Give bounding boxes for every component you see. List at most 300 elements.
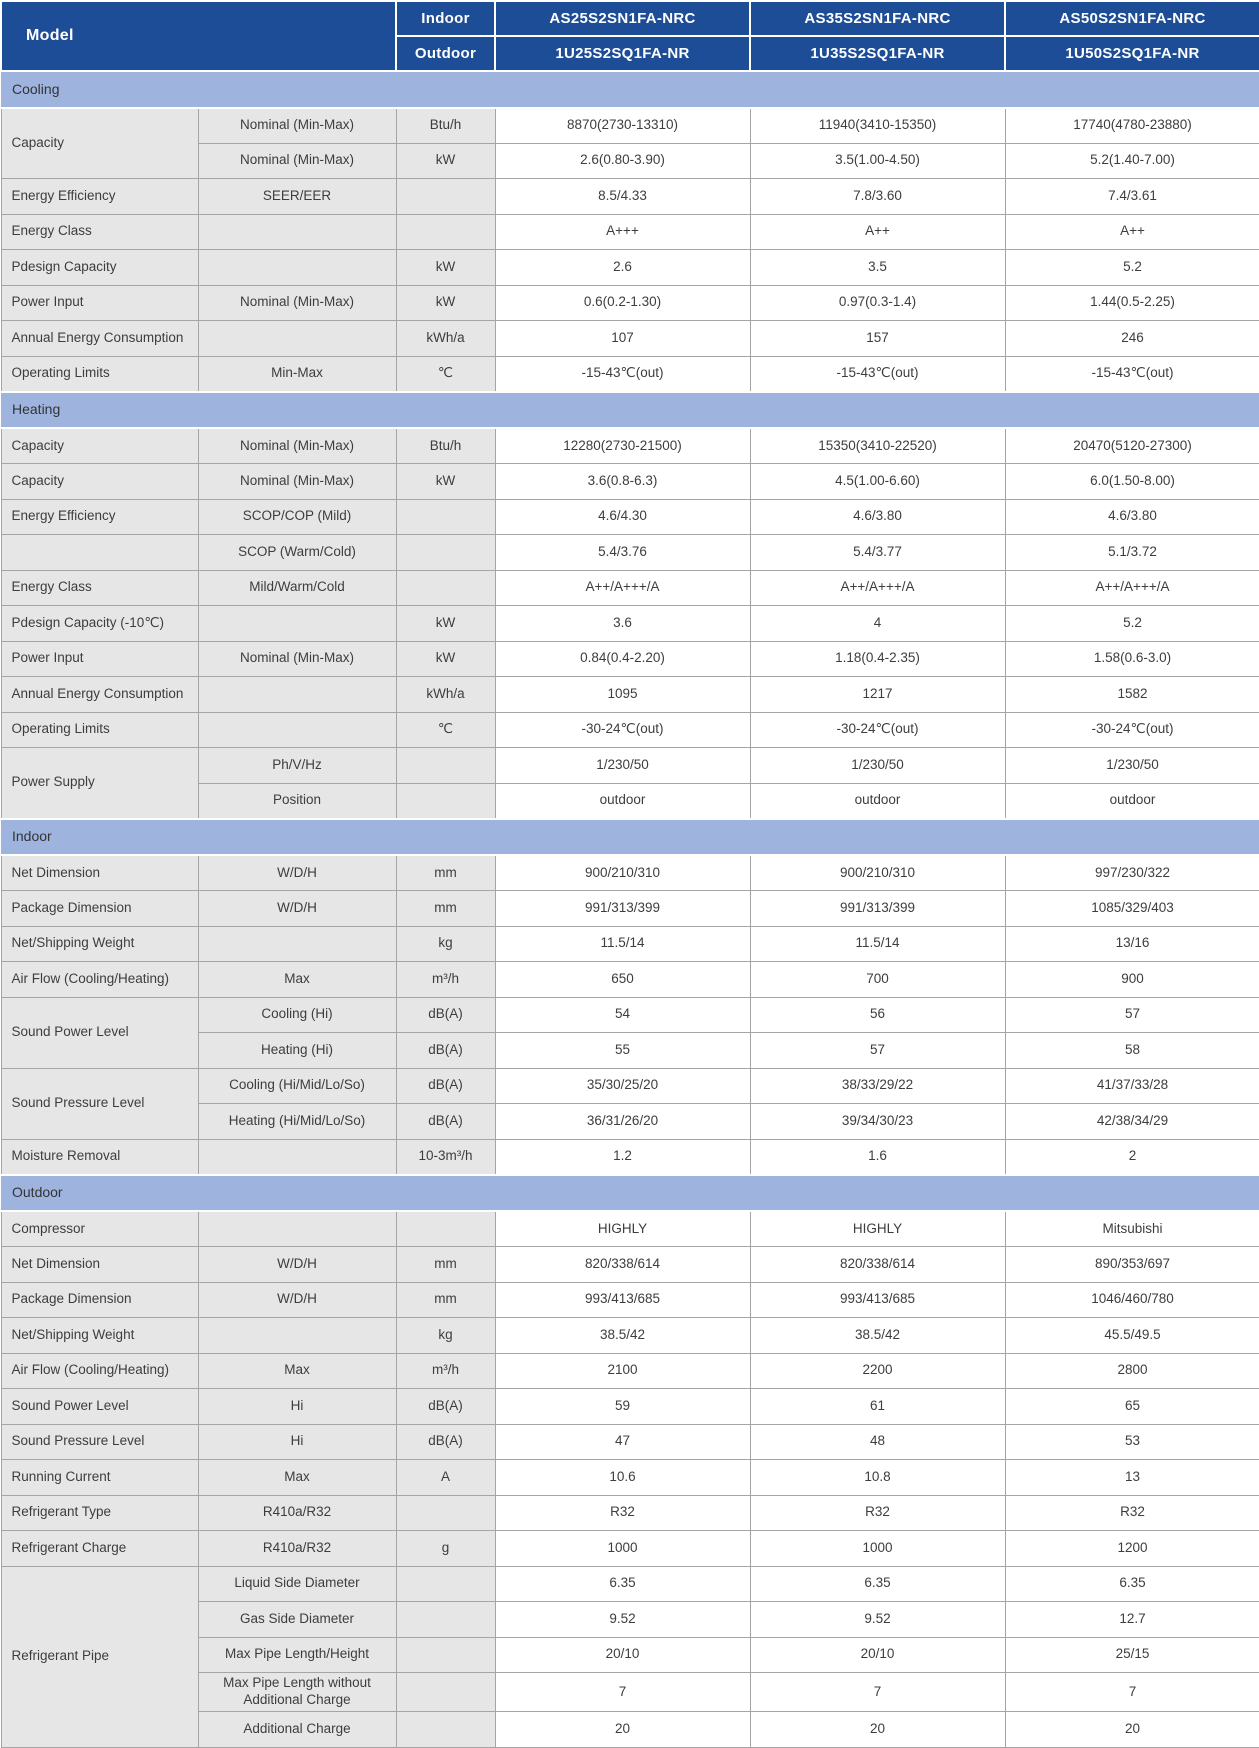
row-unit	[396, 1495, 495, 1531]
row-sublabel: Nominal (Min-Max)	[198, 464, 396, 500]
row-label: Energy Efficiency	[1, 499, 198, 535]
cell-value: 6.0(1.50-8.00)	[1005, 464, 1259, 500]
cell-value: 4.6/4.30	[495, 499, 750, 535]
row-label: Capacity	[1, 428, 198, 464]
model-2-outdoor-name: 1U35S2SQ1FA-NR	[750, 36, 1005, 71]
cell-value: Mitsubishi	[1005, 1211, 1259, 1247]
row-label: Sound Power Level	[1, 997, 198, 1068]
cell-value: 1/230/50	[495, 748, 750, 784]
cell-value: 38/33/29/22	[750, 1068, 1005, 1104]
cell-value: 15350(3410-22520)	[750, 428, 1005, 464]
cell-value: 0.84(0.4-2.20)	[495, 641, 750, 677]
table-row	[1, 464, 1259, 500]
row-unit	[396, 1211, 495, 1247]
row-unit: ℃	[396, 356, 495, 392]
cell-value: 1/230/50	[750, 748, 1005, 784]
cell-value: 7.8/3.60	[750, 179, 1005, 215]
cell-value: HIGHLY	[750, 1211, 1005, 1247]
row-unit	[396, 1602, 495, 1638]
row-unit	[396, 1712, 495, 1748]
table-row	[1, 214, 1259, 250]
row-sublabel: Nominal (Min-Max)	[198, 143, 396, 179]
cell-value: 12280(2730-21500)	[495, 428, 750, 464]
row-label: Annual Energy Consumption	[1, 321, 198, 357]
row-unit: dB(A)	[396, 1424, 495, 1460]
row-unit: ℃	[396, 712, 495, 748]
row-sublabel: Max Pipe Length/Height	[198, 1637, 396, 1673]
row-label: Power Input	[1, 285, 198, 321]
cell-value: 39/34/30/23	[750, 1104, 1005, 1140]
row-unit: 10-3m³/h	[396, 1139, 495, 1175]
cell-value: outdoor	[1005, 783, 1259, 819]
cell-value: 59	[495, 1389, 750, 1425]
cell-value: 1.44(0.5-2.25)	[1005, 285, 1259, 321]
cell-value: 7	[495, 1673, 750, 1712]
cell-value: 3.6(0.8-6.3)	[495, 464, 750, 500]
cell-value: 53	[1005, 1424, 1259, 1460]
cell-value: 11.5/14	[495, 926, 750, 962]
section-row	[1, 1175, 1259, 1212]
cell-value: 5.4/3.77	[750, 535, 1005, 571]
cell-value: 5.2	[1005, 250, 1259, 286]
row-label: Pdesign Capacity (-10℃)	[1, 606, 198, 642]
cell-value: 900/210/310	[495, 855, 750, 891]
cell-value: 900/210/310	[750, 855, 1005, 891]
row-sublabel: Hi	[198, 1389, 396, 1425]
row-label: Refrigerant Charge	[1, 1531, 198, 1567]
row-sublabel: R410a/R32	[198, 1531, 396, 1567]
row-sublabel: Ph/V/Hz	[198, 748, 396, 784]
cell-value: 6.35	[495, 1566, 750, 1602]
cell-value: 20	[750, 1712, 1005, 1748]
row-unit: mm	[396, 1282, 495, 1318]
row-unit	[396, 1566, 495, 1602]
row-sublabel	[198, 712, 396, 748]
row-unit: Btu/h	[396, 108, 495, 144]
cell-value: 56	[750, 997, 1005, 1033]
cell-value: 1.18(0.4-2.35)	[750, 641, 1005, 677]
cell-value: outdoor	[495, 783, 750, 819]
row-unit: kWh/a	[396, 321, 495, 357]
cell-value: A++	[750, 214, 1005, 250]
table-row	[1, 855, 1259, 891]
row-unit: dB(A)	[396, 1068, 495, 1104]
row-sublabel: Max	[198, 1460, 396, 1496]
cell-value: 10.6	[495, 1460, 750, 1496]
row-unit: kW	[396, 464, 495, 500]
row-label: Package Dimension	[1, 891, 198, 927]
row-sublabel: Heating (Hi)	[198, 1033, 396, 1069]
row-sublabel	[198, 321, 396, 357]
cell-value: 35/30/25/20	[495, 1068, 750, 1104]
row-unit: mm	[396, 1247, 495, 1283]
row-label: Net Dimension	[1, 1247, 198, 1283]
row-label: Operating Limits	[1, 356, 198, 392]
table-row	[1, 535, 1259, 571]
row-sublabel	[198, 1139, 396, 1175]
cell-value: -30-24℃(out)	[750, 712, 1005, 748]
spec-table-body	[1, 71, 1259, 1748]
table-row	[1, 1460, 1259, 1496]
cell-value: 7	[750, 1673, 1005, 1712]
row-label: Pdesign Capacity	[1, 250, 198, 286]
cell-value: 993/413/685	[495, 1282, 750, 1318]
table-row	[1, 570, 1259, 606]
table-row	[1, 1353, 1259, 1389]
row-unit	[396, 570, 495, 606]
cell-value: 4.6/3.80	[750, 499, 1005, 535]
cell-value: 10.8	[750, 1460, 1005, 1496]
cell-value: 1200	[1005, 1531, 1259, 1567]
cell-value: 61	[750, 1389, 1005, 1425]
row-unit	[396, 499, 495, 535]
row-unit: kg	[396, 1318, 495, 1354]
cell-value: 1095	[495, 677, 750, 713]
row-sublabel: SCOP/COP (Mild)	[198, 499, 396, 535]
row-label: Air Flow (Cooling/Heating)	[1, 1353, 198, 1389]
cell-value: 0.97(0.3-1.4)	[750, 285, 1005, 321]
cell-value: 12.7	[1005, 1602, 1259, 1638]
cell-value: 13	[1005, 1460, 1259, 1496]
header-row-indoor	[1, 1, 1259, 36]
row-unit: kWh/a	[396, 677, 495, 713]
model-1-indoor-name: AS25S2SN1FA-NRC	[495, 1, 750, 36]
row-sublabel: Liquid Side Diameter	[198, 1566, 396, 1602]
section-title: Indoor	[1, 819, 1259, 856]
table-row	[1, 179, 1259, 215]
row-unit	[396, 783, 495, 819]
cell-value: 5.2(1.40-7.00)	[1005, 143, 1259, 179]
cell-value: 1.58(0.6-3.0)	[1005, 641, 1259, 677]
row-label: Net/Shipping Weight	[1, 1318, 198, 1354]
row-unit	[396, 535, 495, 571]
row-label: Energy Class	[1, 570, 198, 606]
row-label: Sound Power Level	[1, 1389, 198, 1425]
cell-value: 25/15	[1005, 1637, 1259, 1673]
row-label: Sound Pressure Level	[1, 1424, 198, 1460]
cell-value: 993/413/685	[750, 1282, 1005, 1318]
cell-value: 6.35	[750, 1566, 1005, 1602]
outdoor-row-label: Outdoor	[396, 36, 495, 71]
row-label: Running Current	[1, 1460, 198, 1496]
row-label: Energy Efficiency	[1, 179, 198, 215]
cell-value: 0.6(0.2-1.30)	[495, 285, 750, 321]
cell-value: 900	[1005, 962, 1259, 998]
table-row	[1, 677, 1259, 713]
table-row	[1, 428, 1259, 464]
cell-value: 157	[750, 321, 1005, 357]
row-sublabel: W/D/H	[198, 1247, 396, 1283]
row-label: Package Dimension	[1, 1282, 198, 1318]
row-sublabel: Additional Charge	[198, 1712, 396, 1748]
row-unit	[396, 1637, 495, 1673]
cell-value: 3.5(1.00-4.50)	[750, 143, 1005, 179]
cell-value: 650	[495, 962, 750, 998]
indoor-row-label: Indoor	[396, 1, 495, 36]
row-unit: g	[396, 1531, 495, 1567]
cell-value: -15-43℃(out)	[495, 356, 750, 392]
cell-value: 54	[495, 997, 750, 1033]
row-unit: m³/h	[396, 1353, 495, 1389]
row-sublabel: Min-Max	[198, 356, 396, 392]
cell-value: 6.35	[1005, 1566, 1259, 1602]
row-unit: dB(A)	[396, 997, 495, 1033]
table-row	[1, 712, 1259, 748]
row-label: Compressor	[1, 1211, 198, 1247]
cell-value: 20/10	[495, 1637, 750, 1673]
table-row	[1, 641, 1259, 677]
cell-value: 2100	[495, 1353, 750, 1389]
cell-value: 700	[750, 962, 1005, 998]
row-sublabel: Max	[198, 1353, 396, 1389]
model-header-label: Model	[1, 1, 396, 71]
cell-value: 3.5	[750, 250, 1005, 286]
table-row	[1, 1247, 1259, 1283]
row-sublabel: Nominal (Min-Max)	[198, 285, 396, 321]
row-unit: mm	[396, 891, 495, 927]
cell-value: 57	[750, 1033, 1005, 1069]
row-sublabel: Heating (Hi/Mid/Lo/So)	[198, 1104, 396, 1140]
cell-value: 7	[1005, 1673, 1259, 1712]
table-row	[1, 1531, 1259, 1567]
section-title: Heating	[1, 392, 1259, 429]
cell-value: 820/338/614	[750, 1247, 1005, 1283]
row-sublabel: SEER/EER	[198, 179, 396, 215]
table-row	[1, 1424, 1259, 1460]
cell-value: 11.5/14	[750, 926, 1005, 962]
row-sublabel: W/D/H	[198, 891, 396, 927]
table-row	[1, 1495, 1259, 1531]
cell-value: 5.2	[1005, 606, 1259, 642]
cell-value: 4.6/3.80	[1005, 499, 1259, 535]
cell-value: 5.1/3.72	[1005, 535, 1259, 571]
cell-value: 65	[1005, 1389, 1259, 1425]
table-row	[1, 285, 1259, 321]
row-sublabel	[198, 250, 396, 286]
cell-value: 20	[1005, 1712, 1259, 1748]
row-sublabel: Max Pipe Length without Additional Charge	[198, 1673, 396, 1712]
row-label: Moisture Removal	[1, 1139, 198, 1175]
table-row	[1, 1211, 1259, 1247]
row-sublabel: Nominal (Min-Max)	[198, 108, 396, 144]
cell-value: -30-24℃(out)	[495, 712, 750, 748]
row-label: Sound Pressure Level	[1, 1068, 198, 1139]
table-row	[1, 321, 1259, 357]
section-row	[1, 819, 1259, 856]
cell-value: R32	[1005, 1495, 1259, 1531]
cell-value: 41/37/33/28	[1005, 1068, 1259, 1104]
row-sublabel: R410a/R32	[198, 1495, 396, 1531]
row-sublabel: W/D/H	[198, 1282, 396, 1318]
cell-value: HIGHLY	[495, 1211, 750, 1247]
row-unit: kW	[396, 143, 495, 179]
cell-value: 1/230/50	[1005, 748, 1259, 784]
table-row	[1, 1068, 1259, 1104]
row-label: Refrigerant Pipe	[1, 1566, 198, 1747]
row-sublabel: Mild/Warm/Cold	[198, 570, 396, 606]
cell-value: 55	[495, 1033, 750, 1069]
row-label: Energy Class	[1, 214, 198, 250]
model-1-outdoor-name: 1U25S2SQ1FA-NR	[495, 36, 750, 71]
row-unit: kg	[396, 926, 495, 962]
cell-value: 38.5/42	[495, 1318, 750, 1354]
table-row	[1, 1318, 1259, 1354]
table-row	[1, 1139, 1259, 1175]
cell-value: 11940(3410-15350)	[750, 108, 1005, 144]
row-sublabel: Position	[198, 783, 396, 819]
cell-value: 36/31/26/20	[495, 1104, 750, 1140]
cell-value: 20/10	[750, 1637, 1005, 1673]
cell-value: 13/16	[1005, 926, 1259, 962]
row-sublabel	[198, 606, 396, 642]
row-label: Net/Shipping Weight	[1, 926, 198, 962]
cell-value: A++/A+++/A	[750, 570, 1005, 606]
model-3-outdoor-name: 1U50S2SQ1FA-NR	[1005, 36, 1259, 71]
cell-value: 1217	[750, 677, 1005, 713]
table-row	[1, 356, 1259, 392]
section-row	[1, 71, 1259, 108]
model-3-indoor-name: AS50S2SN1FA-NRC	[1005, 1, 1259, 36]
cell-value: 9.52	[495, 1602, 750, 1638]
row-unit	[396, 214, 495, 250]
cell-value: 57	[1005, 997, 1259, 1033]
row-label: Power Input	[1, 641, 198, 677]
table-row	[1, 1282, 1259, 1318]
row-sublabel: SCOP (Warm/Cold)	[198, 535, 396, 571]
cell-value: 820/338/614	[495, 1247, 750, 1283]
cell-value: -30-24℃(out)	[1005, 712, 1259, 748]
cell-value: 45.5/49.5	[1005, 1318, 1259, 1354]
cell-value: 20	[495, 1712, 750, 1748]
cell-value: R32	[750, 1495, 1005, 1531]
cell-value: 8.5/4.33	[495, 179, 750, 215]
cell-value: 47	[495, 1424, 750, 1460]
cell-value: A+++	[495, 214, 750, 250]
cell-value: 20470(5120-27300)	[1005, 428, 1259, 464]
cell-value: -15-43℃(out)	[1005, 356, 1259, 392]
row-label: Operating Limits	[1, 712, 198, 748]
cell-value: 1582	[1005, 677, 1259, 713]
row-sublabel: Nominal (Min-Max)	[198, 641, 396, 677]
row-sublabel	[198, 1211, 396, 1247]
row-sublabel: Max	[198, 962, 396, 998]
cell-value: A++/A+++/A	[1005, 570, 1259, 606]
table-row	[1, 250, 1259, 286]
cell-value: 2.6(0.80-3.90)	[495, 143, 750, 179]
cell-value: R32	[495, 1495, 750, 1531]
row-unit: mm	[396, 855, 495, 891]
table-row	[1, 997, 1259, 1033]
section-title: Cooling	[1, 71, 1259, 108]
row-label	[1, 535, 198, 571]
row-label: Refrigerant Type	[1, 1495, 198, 1531]
row-label: Annual Energy Consumption	[1, 677, 198, 713]
row-sublabel: Cooling (Hi)	[198, 997, 396, 1033]
row-unit: A	[396, 1460, 495, 1496]
table-row	[1, 1389, 1259, 1425]
cell-value: A++	[1005, 214, 1259, 250]
row-sublabel: Hi	[198, 1424, 396, 1460]
cell-value: 4.5(1.00-6.60)	[750, 464, 1005, 500]
cell-value: outdoor	[750, 783, 1005, 819]
spec-table-header	[1, 1, 1259, 71]
section-title: Outdoor	[1, 1175, 1259, 1212]
row-unit: m³/h	[396, 962, 495, 998]
cell-value: 3.6	[495, 606, 750, 642]
row-unit: dB(A)	[396, 1033, 495, 1069]
row-sublabel	[198, 677, 396, 713]
table-row	[1, 926, 1259, 962]
cell-value: 1046/460/780	[1005, 1282, 1259, 1318]
cell-value: 1000	[750, 1531, 1005, 1567]
table-row	[1, 962, 1259, 998]
row-unit: kW	[396, 641, 495, 677]
row-label: Power Supply	[1, 748, 198, 819]
row-label: Capacity	[1, 108, 198, 179]
cell-value: 1.6	[750, 1139, 1005, 1175]
cell-value: -15-43℃(out)	[750, 356, 1005, 392]
row-unit: dB(A)	[396, 1389, 495, 1425]
row-unit: kW	[396, 285, 495, 321]
table-row	[1, 499, 1259, 535]
cell-value: 9.52	[750, 1602, 1005, 1638]
cell-value: 8870(2730-13310)	[495, 108, 750, 144]
cell-value: 991/313/399	[495, 891, 750, 927]
row-sublabel: Gas Side Diameter	[198, 1602, 396, 1638]
row-label: Air Flow (Cooling/Heating)	[1, 962, 198, 998]
cell-value: 107	[495, 321, 750, 357]
cell-value: 2800	[1005, 1353, 1259, 1389]
section-row	[1, 392, 1259, 429]
row-unit: dB(A)	[396, 1104, 495, 1140]
cell-value: 42/38/34/29	[1005, 1104, 1259, 1140]
row-label: Capacity	[1, 464, 198, 500]
cell-value: 48	[750, 1424, 1005, 1460]
cell-value: 991/313/399	[750, 891, 1005, 927]
row-sublabel: Cooling (Hi/Mid/Lo/So)	[198, 1068, 396, 1104]
table-row	[1, 1566, 1259, 1602]
cell-value: 7.4/3.61	[1005, 179, 1259, 215]
row-unit	[396, 179, 495, 215]
cell-value: 5.4/3.76	[495, 535, 750, 571]
cell-value: 1085/329/403	[1005, 891, 1259, 927]
cell-value: A++/A+++/A	[495, 570, 750, 606]
cell-value: 1.2	[495, 1139, 750, 1175]
cell-value: 2.6	[495, 250, 750, 286]
cell-value: 2200	[750, 1353, 1005, 1389]
cell-value: 58	[1005, 1033, 1259, 1069]
cell-value: 38.5/42	[750, 1318, 1005, 1354]
cell-value: 4	[750, 606, 1005, 642]
cell-value: 997/230/322	[1005, 855, 1259, 891]
row-sublabel: Nominal (Min-Max)	[198, 428, 396, 464]
cell-value: 2	[1005, 1139, 1259, 1175]
row-unit: Btu/h	[396, 428, 495, 464]
row-sublabel	[198, 926, 396, 962]
table-row	[1, 891, 1259, 927]
row-sublabel	[198, 214, 396, 250]
table-row	[1, 108, 1259, 144]
row-sublabel: W/D/H	[198, 855, 396, 891]
table-row	[1, 748, 1259, 784]
row-unit	[396, 1673, 495, 1712]
cell-value: 1000	[495, 1531, 750, 1567]
row-unit: kW	[396, 606, 495, 642]
row-unit: kW	[396, 250, 495, 286]
row-unit	[396, 748, 495, 784]
row-label: Net Dimension	[1, 855, 198, 891]
table-row	[1, 606, 1259, 642]
